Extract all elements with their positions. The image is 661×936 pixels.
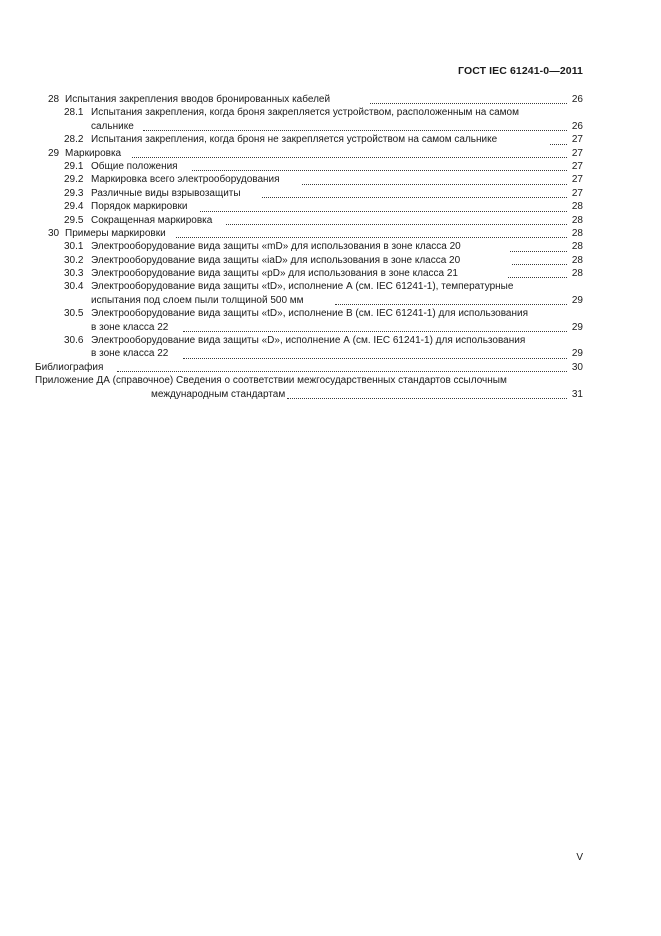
dot-leader	[510, 250, 567, 252]
toc-entry-title: Сокращенная маркировка	[91, 214, 213, 226]
toc-entry-29-2[interactable]	[48, 173, 583, 186]
toc-entry-30-6[interactable]	[48, 334, 583, 347]
toc-entry-page: 27	[568, 187, 583, 200]
toc-entry-number: 30.1	[64, 241, 84, 253]
toc-entry-appendix-continuation[interactable]	[48, 388, 583, 401]
toc-entry-title: Электрооборудование вида защиты «iaD» для использования в зоне класса 20	[91, 254, 461, 266]
dot-leader	[302, 183, 567, 185]
toc-entry-30-2[interactable]	[48, 254, 583, 267]
dot-leader	[200, 210, 567, 212]
toc-entry-page: 28	[568, 254, 583, 267]
toc-entry-number: 30.5	[64, 308, 84, 320]
toc-entry-30-6-continuation[interactable]	[48, 347, 583, 360]
toc-entry-page: 28	[568, 214, 583, 227]
toc-entry-number: 29	[48, 147, 60, 159]
toc-entry-number: 28.2	[64, 134, 84, 146]
toc-entry-30-1[interactable]	[48, 240, 583, 253]
dot-leader	[183, 330, 567, 332]
toc-entry-number: 30.6	[64, 335, 84, 347]
toc-entry-number: 28	[48, 94, 60, 105]
toc-entry-page: 28	[568, 240, 583, 253]
dot-leader	[262, 196, 567, 198]
toc-entry-number: 30.4	[64, 281, 84, 293]
toc-entry-page: 29	[568, 347, 583, 360]
dot-leader	[512, 263, 567, 265]
toc-entry-29[interactable]	[48, 147, 583, 160]
toc-entry-page: 29	[568, 294, 583, 307]
toc-entry-number: 30	[48, 227, 60, 239]
page-number: V	[576, 852, 583, 863]
dot-leader	[132, 156, 567, 158]
toc-entry-30-4[interactable]	[48, 280, 583, 293]
toc-entry-bibliography[interactable]	[35, 361, 583, 374]
toc-entry-number: 30.2	[64, 254, 84, 266]
dot-leader	[226, 223, 567, 225]
toc-entry-title: Электрооборудование вида защиты «mD» для использования в зоне класса 20	[91, 241, 461, 253]
toc-entry-title-continuation: в зоне класса 22	[91, 348, 169, 360]
toc-entry-title: Электрооборудование вида защиты «tD», исполнение В (см. IEC 61241-1) для использования	[91, 308, 529, 320]
toc-entry-number: 29.2	[64, 174, 84, 186]
dot-leader	[508, 276, 567, 278]
toc-entry-number: 29.5	[64, 214, 84, 226]
toc-entry-30-4-continuation[interactable]	[48, 294, 583, 307]
toc-entry-title: Примеры маркировки	[65, 227, 166, 239]
toc-entry-title-continuation: испытания под слоем пыли толщиной 500 мм	[91, 294, 304, 306]
toc-entry-29-3[interactable]	[48, 187, 583, 200]
toc-entry-30-3[interactable]	[48, 267, 583, 280]
dot-leader	[176, 236, 567, 238]
toc-entry-title: Маркировка всего электрооборудования	[91, 174, 280, 186]
toc-entry-page: 26	[568, 93, 583, 106]
toc-entry-title: Библиография	[35, 361, 104, 373]
dot-leader	[117, 370, 567, 372]
standard-header: ГОСТ IEC 61241-0—2011	[458, 65, 583, 77]
dot-leader	[287, 397, 567, 399]
toc-entry-title: Маркировка	[65, 147, 122, 159]
toc-entry-page: 28	[568, 267, 583, 280]
toc-entry-29-5[interactable]	[48, 214, 583, 227]
toc-entry-number: 29.3	[64, 187, 84, 199]
dot-leader	[335, 303, 567, 305]
toc-entry-number: 28.1	[64, 107, 84, 119]
toc-entry-page: 27	[568, 147, 583, 160]
toc-entry-30-5-continuation[interactable]	[48, 321, 583, 334]
toc-entry-28[interactable]	[48, 93, 583, 106]
toc-entry-page: 27	[568, 160, 583, 173]
table-of-contents	[35, 93, 583, 401]
toc-entry-title-continuation: в зоне класса 22	[91, 321, 169, 333]
dot-leader	[143, 129, 567, 131]
toc-entry-title-continuation: сальнике	[91, 120, 134, 132]
toc-entry-title: Испытания закрепления, когда броня не закрепляется устройством на самом сальнике	[91, 134, 498, 146]
toc-entry-page: 27	[568, 133, 583, 146]
toc-entry-page: 28	[568, 200, 583, 213]
toc-entry-appendix[interactable]	[35, 374, 583, 387]
toc-entry-title: Приложение ДА (справочное) Сведения о соответствии межгосударственных стандартов ссылочным	[35, 375, 507, 387]
dot-leader	[192, 169, 567, 171]
toc-entry-page: 31	[568, 388, 583, 401]
toc-entry-28-2[interactable]	[48, 133, 583, 146]
toc-entry-page: 29	[568, 321, 583, 334]
toc-entry-number: 29.4	[64, 201, 84, 213]
dot-leader	[183, 357, 567, 359]
toc-entry-page: 27	[568, 173, 583, 186]
toc-entry-29-1[interactable]	[48, 160, 583, 173]
toc-entry-page: 28	[568, 227, 583, 240]
dot-leader	[550, 143, 567, 145]
toc-entry-title: Испытания закрепления, когда броня закрепляется устройством, расположенным на самом	[91, 107, 519, 119]
toc-entry-28-1-continuation[interactable]	[48, 120, 583, 133]
toc-entry-title-continuation: международным стандартам	[151, 388, 286, 400]
toc-entry-title: Электрооборудование вида защиты «D», исполнение А (см. IEC 61241-1) для использования	[91, 335, 526, 347]
toc-entry-28-1[interactable]	[48, 106, 583, 119]
toc-entry-number: 29.1	[64, 160, 84, 172]
toc-entry-29-4[interactable]	[48, 200, 583, 213]
toc-entry-title: Электрооборудование вида защиты «tD», исполнение А (см. IEC 61241-1), температурные	[91, 281, 514, 293]
toc-entry-title: Испытания закрепления вводов бронированных кабелей	[65, 94, 331, 105]
toc-entry-title: Электрооборудование вида защиты «pD» для использования в зоне класса 21	[91, 268, 458, 280]
toc-entry-30[interactable]	[48, 227, 583, 240]
toc-entry-30-5[interactable]	[48, 307, 583, 320]
toc-entry-page: 30	[568, 361, 583, 374]
toc-entry-title: Порядок маркировки	[91, 201, 188, 213]
toc-entry-number: 30.3	[64, 268, 84, 280]
toc-entry-page: 26	[568, 120, 583, 133]
toc-entry-title: Общие положения	[91, 160, 178, 172]
toc-entry-title: Различные виды взрывозащиты	[91, 187, 241, 199]
dot-leader	[370, 102, 567, 104]
